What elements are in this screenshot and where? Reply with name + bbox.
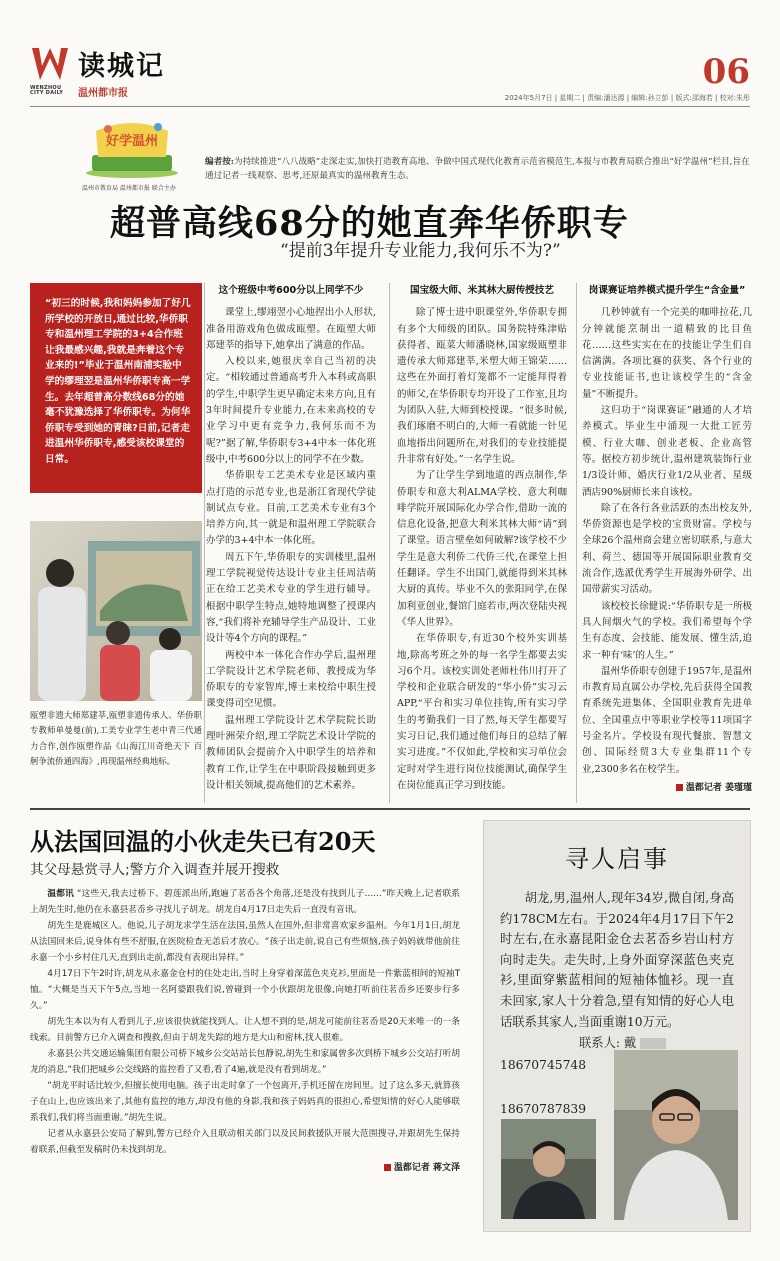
article2-title: 从法国回温的小伙走失已有20天 (30, 827, 376, 856)
page-number: 06 (702, 52, 750, 92)
paragraph: 该校校长徐健说:“华侨职专是一所极具人间烟火气的学校。我们希望每个学生有态度、会技能、能发展、懂生活,追求一种有‘味’的人生。” (582, 600, 752, 661)
lead-label: 温都讯 (47, 889, 74, 899)
section-rule (30, 808, 750, 810)
article-column-1 (206, 283, 376, 794)
section-title: 读城记 (78, 51, 165, 82)
byline-text: 温都记者 蒋文泽 (393, 1163, 460, 1173)
contact-phone: 18670745748 (500, 1058, 587, 1073)
missing-person-photo-1 (501, 1119, 596, 1219)
good-study-wenzhou-logo (82, 117, 182, 179)
workshop-photo (30, 521, 202, 701)
paragraph: 入校以来,她很庆幸自己当初的决定。“相较通过普通高考升入本科或高职的学生,中职学生更早确定未来方向,且有3年时间提升专业能力,在未来高校的专业学习中更有竞争力,我何乐而不为呢?”据了解,华侨职专3+4中本一体化班级中,中考600分以上的同学不在少数。 (206, 356, 376, 465)
paragraph: 记者从永嘉县公安局了解到,警方已经介入且联动相关部门以及民间救援队开展大范围搜寻,并跟胡先生保持着联系,但截至发稿时仍未找到胡龙。 (30, 1129, 460, 1155)
paper-name: 温州都市报 (78, 88, 128, 99)
article2-body (30, 886, 460, 1176)
byline (582, 780, 752, 796)
city-en: WENZHOU CITY DAILY (30, 85, 64, 96)
paragraph: 除了博士进中职课堂外,华侨职专拥有多个大师级的团队。国务院特殊津贴获得者、瓯菜大师潘晓林,国家级瓯塑非遗传承大师郑建莘,米塑大师王锦荣……这些在外面打着灯笼都不一定能拜得着的师父,在华侨职专均开设了工作室,且均为团队入驻,大师到校授课。“很多时候,我们琢磨不明白的,大师一看就能一针见血地指出问题所在,对我们的专业技能提升非常有好处。”一名学生说。 (397, 307, 567, 465)
notice-body: 胡龙,男,温州人,现年34岁,微自闭,身高约178CM左右。于2024年4月17日下午2时左右,在永嘉昆阳金仓去茗岙乡岩山村方向时走失。走失时,上身外面穿深蓝色夹克衫,里面穿紫蓝相间的短袖体恤衫。现一直未回家,家人十分着急,望有知情的好心人电话联系其家人,当面重谢10万元。 (500, 891, 734, 1029)
paragraph: 课堂上,缪翊翌小心地捏出小人形状,准备用游戏角色做成瓯塑。在瓯塑大师郑建莘的指导下,她拿出了满意的作品。 (206, 307, 376, 351)
paragraph: 除了在各行各业活跃的杰出校友外,华侨资源也是学校的宝贵财富。学校与全球26个温州商会建立密切联系,与意大利、荷兰、德国等开展国际职业教育交流合作,选派优秀学生开展海外研学、出国带薪实习活动。 (582, 502, 752, 596)
column-heading: 岗课赛证培养模式提升学生“含金量” (588, 285, 746, 296)
missing-person-photo-2 (614, 1050, 738, 1220)
paragraph: 为了让学生学到地道的西点制作,华侨职专和意大利ALMA学校、意大利咖啡学院开展国际化办学合作,借助一流的信息化设备,把意大利米其林大师“请”到了课堂。语言壁垒如何破解?该学校不少学生是意大利侨二代侨三代,在课堂上担任翻译。学生不出国门,就能得到米其林大厨的真传。毕业不久的张阳同学,在保加利亚创业,餐馆门庭若市,两次登陆央视《华人世界》。 (397, 470, 567, 628)
article-column-2 (397, 283, 567, 794)
paragraph: 永嘉县公共交通运输集团有限公司桥下城乡公交站站长包静说,胡先生和家属曾多次到桥下城乡公交站打听胡龙的消息,“我们把城乡公交线路的监控看了又看,看了4遍,就是没有看到胡龙。” (30, 1049, 460, 1075)
top-rule (30, 106, 750, 107)
article-title: 超普高线68分的她直奔华侨职专 (110, 203, 629, 244)
paragraph: 周五下午,华侨职专的实训楼里,温州理工学院视觉传达设计专业主任周洁萌正在给工艺美术专业的学生进行辅导。根据中职学生特点,她特地调整了授课内容,“我们将补充辅导学生产品设计、工业设计等4个方向的课程。” (206, 551, 376, 645)
contact-surname: 戴 (623, 1036, 637, 1051)
paragraph: 两校中本一体化合作办学后,温州理工学院设计艺术学院老师、教授成为华侨职专的专家智库,博士来校给中职生授课变得司空见惯。 (206, 649, 376, 710)
column-divider (576, 283, 577, 803)
contact-label: 联系人: (578, 1036, 620, 1051)
paragraph: 几秒钟就有一个完美的咖啡拉花,几分钟就能烹制出一道精致的比目鱼花……这些实实在在的技能让学生们自信满满。各项比赛的获奖、各个行业的专业技能证书,也让该校学生的“含金量”不断提升。 (582, 307, 752, 400)
paragraph: 胡先生是鹿城区人。他说,儿子胡龙求学生活在法国,虽然人在国外,但非常喜欢家乡温州。今年1月1日,胡龙从法国回来后,说身体有些不舒服,在医院检查无恙后才放心。“孩子出走前,说自己有些烦恼,孩子妈妈就带他前往永嘉一个小乡村住几天,直到出走前,都没有表现出异样。” (30, 921, 460, 963)
paragraph: 4月17日下午2时许,胡龙从永嘉金仓村的住处走出,当时上身穿着深蓝色夹克衫,里面是一件紫蓝相间的短袖T恤。“大概是当天下午5点,当地一名阿婆跟我们说,曾碰到一个小伙跟胡龙很像,向她打听前往茗岙乡还要步行多久。” (30, 969, 460, 1011)
column-heading: 国宝级大师、米其林大厨传授技艺 (410, 285, 554, 296)
quote-box (30, 283, 202, 493)
paragraph: 华侨职专工艺美术专业是区域内重点打造的示范专业,也是浙江省现代学徒制试点专业。目前,工艺美术专业有3个培养方向,其一就是和温州理工学院联合办学的3+4中本一体化班。 (206, 470, 376, 547)
banner-caption: 温州市教育局 温州都市报 联合主办 (82, 185, 176, 192)
banner-text: 好学温州 (105, 134, 159, 149)
contact-phone: 18670787839 (500, 1102, 587, 1117)
byline (30, 1160, 460, 1176)
paragraph: 这归功于“岗课赛证”融通的人才培养模式。毕业生中涌现一大批工匠劳模、行业大咖、创业老板、企业高管等。据校方初步统计,温州建筑装饰行业1/3设计师、婚庆行业1/2从业者、星级酒店90%厨师长来自该校。 (582, 405, 752, 498)
editor-note-text: 为持续推进“八八战略”走深走实,加快打造教育高地、争做中国式现代化教育示范省模范生,本报与市教育局联合推出“好学温州”栏目,旨在通过记者一线观察、思考,还原最真实的温州教育生态。 (205, 157, 750, 181)
byline-text: 温都记者 姜瑾瑾 (685, 782, 752, 793)
paragraph: “胡龙平时话比较少,但擅长使用电脑。孩子出走时拿了一个包离开,手机还留在房间里。过了这么多天,就算孩子在山上,也应该出来了,其他有监控的地方,却没有他的身影,我和孩子妈妈真的很担心,希望知情的好心人能够联系我们,我们将当面重谢。”胡先生说。 (30, 1081, 460, 1123)
article-subtitle: “提前3年提升专业能力,我何乐不为?” (280, 241, 561, 261)
column-heading: 这个班级中考600分以上同学不少 (218, 285, 364, 296)
paper-logo-icon (30, 44, 70, 84)
column-divider (389, 283, 390, 803)
redacted-name (640, 1038, 666, 1049)
column-divider (204, 283, 205, 803)
page-meta: 2024年5月7日 | 星期二 | 责编:潘达源 | 编辑:孙立彭 | 版式:邵海若 | 校对:朱彤 (504, 94, 750, 102)
paragraph: 胡先生本以为有人看到儿子,应该很快就能找到人。让人想不到的是,胡龙可能前往茗岙是20天来唯一的一条线索。目前警方已介入调查和搜救,但由于胡龙失踪的地方是大山和密林,找人很难。 (30, 1017, 460, 1043)
quote-text: “初三的时候,我和妈妈参加了好几所学校的开放日,通过比较,华侨职专和温州理工学院的3+4合作班让我最感兴趣,我就是奔着这个专业来的!”毕业于温州南浦实验中学的缪理翌是温州华侨职专高一学生。去年超普高分数线68分的她毫不犹豫选择了华侨职专。为何华侨职专受到她的青睐?日前,记者走进温州华侨职专,感受该校课堂的日常。 (45, 298, 191, 465)
editor-note-label: 编者按: (205, 157, 234, 167)
paragraph-text: “这些天,我去过桥下、碧莲派出所,跑遍了茗岙各个角落,还是没有找到儿子……”昨天晚上,记者联系上胡先生时,他仍在永嘉县茗岙乡寻找儿子胡龙。胡龙自4月17日走失后一直没有音讯。 (30, 889, 460, 915)
photo-caption: 瓯塑非遗大师郑建莘,瓯塑非遗传承人、华侨职专教师单曼曼(前),工美专业学生老中青三代通力合作,创作瓯塑作品《山海江川奇绝天下 百舸争流侨通四海》,再现温州经典地标。 (30, 710, 202, 767)
notice-title: 寻人启事 (565, 845, 669, 873)
paragraph: 温州理工学院设计艺术学院院长助理叶洲荣介绍,理工学院艺术设计学院的教师团队会提前介入中职学生的培养和教育工作,让学生在中职阶段接触到更多设计相关领域,提高他们的艺术素养。 (206, 714, 376, 791)
byline-square-icon (676, 784, 683, 791)
byline-square-icon (384, 1164, 391, 1171)
article2-subtitle: 其父母悬赏寻人;警方介入调查并展开搜救 (30, 862, 280, 878)
paragraph: 温州华侨职专创建于1957年,是温州市教育局直属公办学校,先后获得全国教育系统先进集体、全国职业教育先进单位、全国重点中等职业学校等11项国字号金名片。学校设有现代餐旅、智慧文创、国际经贸3大专业集群11个专业,2300多名在校学生。 (582, 665, 752, 775)
paragraph (30, 886, 460, 918)
paragraph: 在华侨职专,有近30个校外实训基地,除高考班之外的每一名学生都要去实习6个月。该校实训处老师杜伟川打开了学校和企业联合研发的“华小侨”实习云APP,“平台和实习单位挂钩,所有实习学生的考勤我们一目了然,每天学生都要写实习日记,我们通过他们每日的总结了解实习进度。”不仅如此,学校和实习单位会定时对学生进行岗位技能测试,确保学生在岗位能真正学习到技能。 (397, 633, 567, 791)
article-column-3 (582, 283, 752, 796)
editor-note (205, 155, 753, 183)
